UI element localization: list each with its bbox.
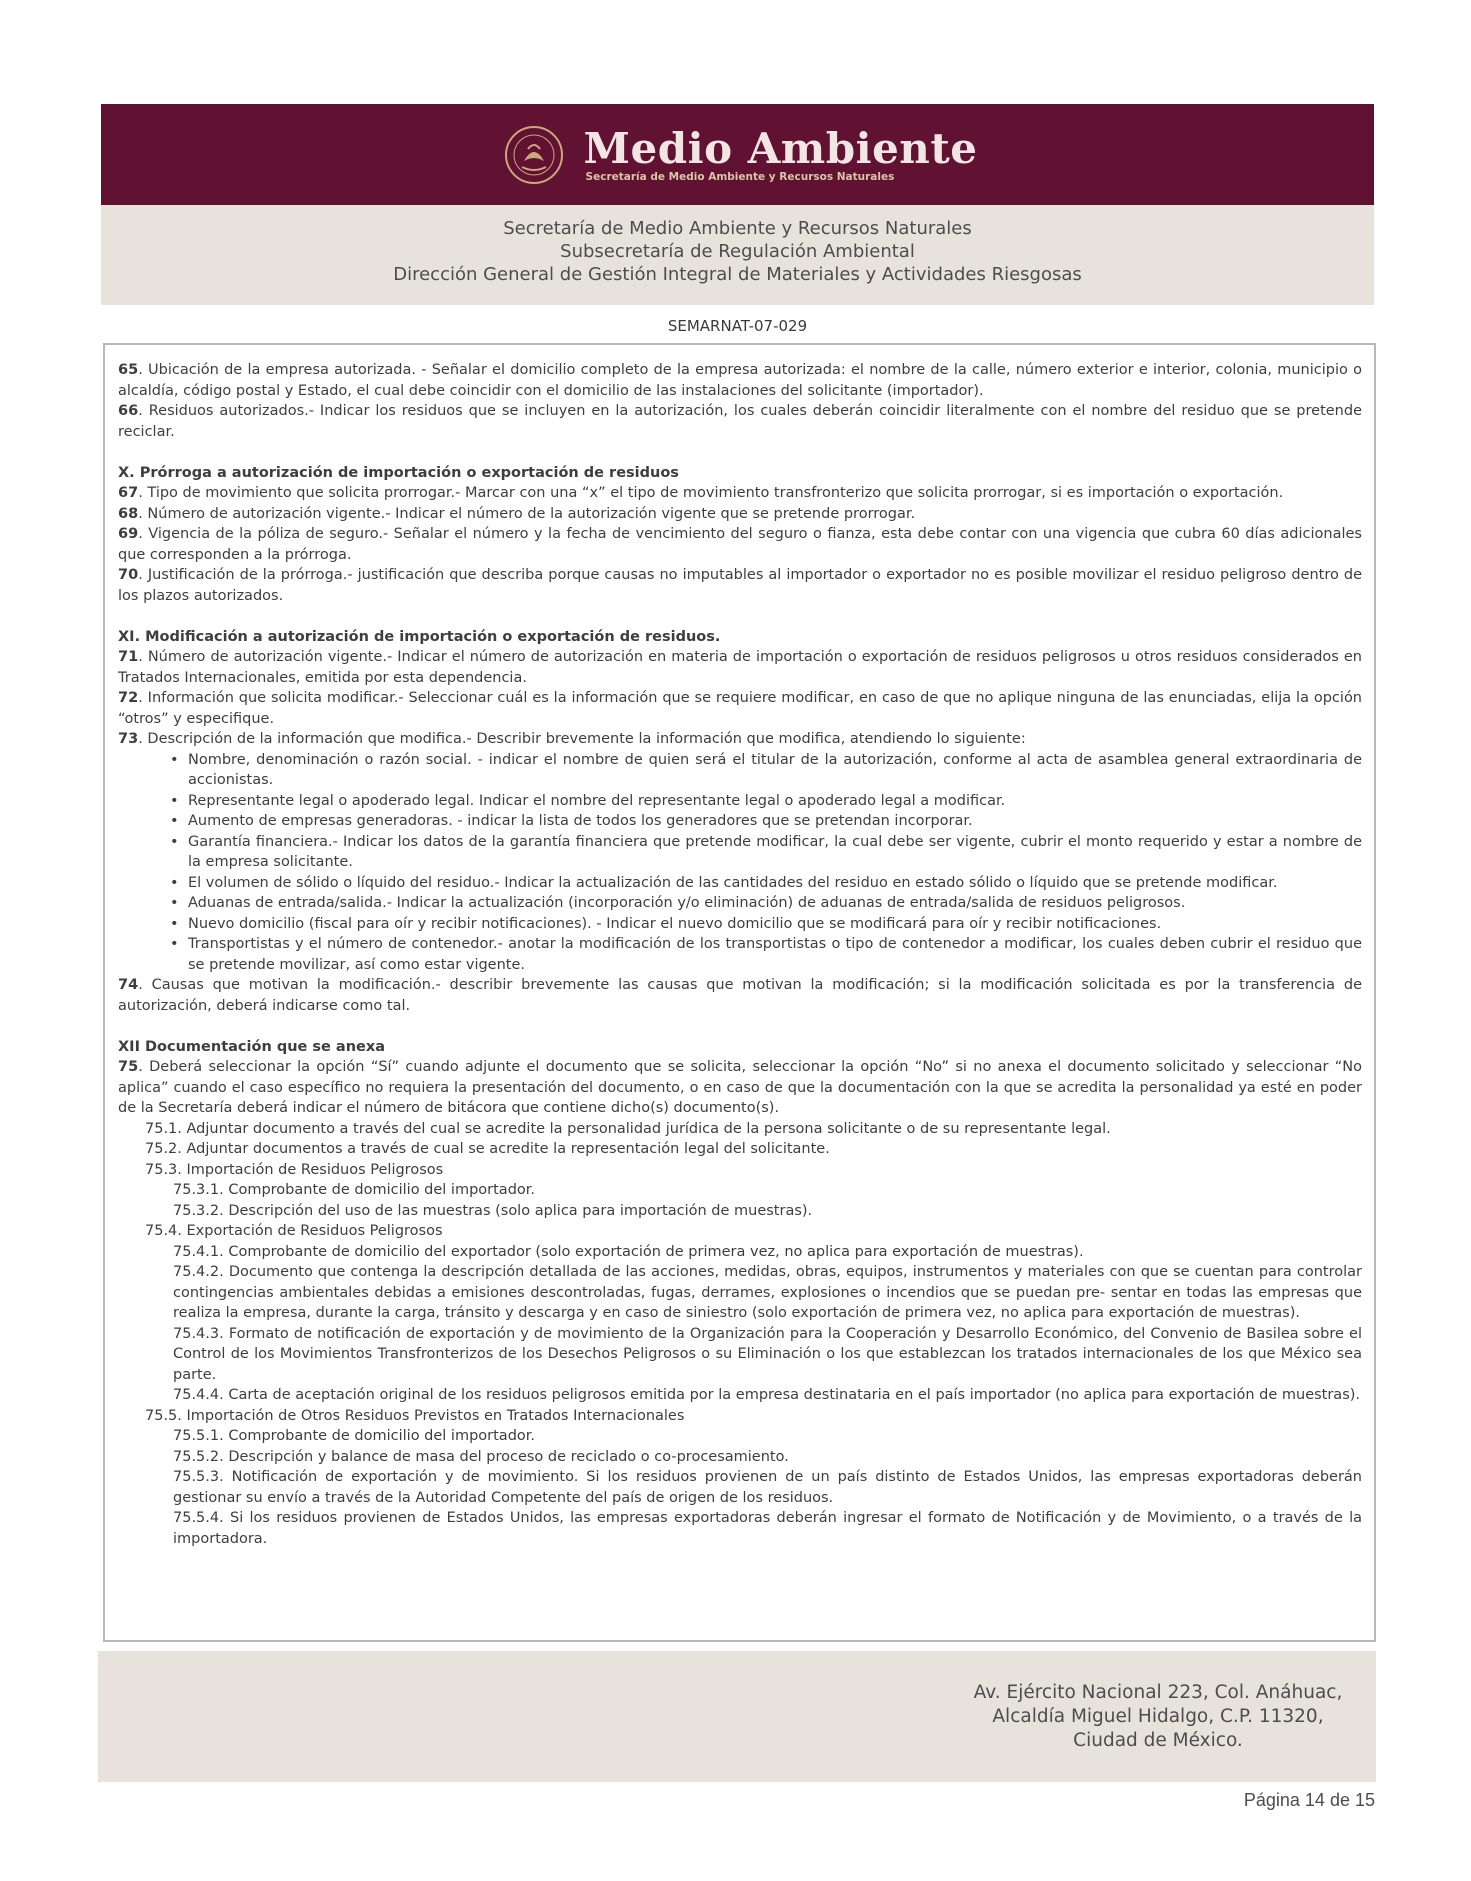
modification-bullet-list — [118, 750, 1362, 976]
item-72: 72. Información que solicita modificar.- Seleccionar cuál es la información que se requiere modificar, en caso de que no aplique ninguna de las enunciadas, elija la opción “otros” y especifique. — [118, 690, 1362, 727]
item-75: 75. Deberá seleccionar la opción “Sí” cuando adjunte el documento que se solicita, seleccionar la opción “No” si no anexa el documento solicitado y seleccionar “No aplica” cuando el caso específico no requiera la presentación del documento, o en caso de que la documentación con la que se acredita la personalidad ya esté en poder de la Secretaría deberá indicar el número de bitácora que contiene dicho(s) documento(s). — [118, 1059, 1362, 1116]
item-66: 66. Residuos autorizados.- Indicar los residuos que se incluyen en la autorización, los cuales deberán coincidir literalmente con el nombre del residuo que se pretende reciclar. — [118, 403, 1362, 440]
item-75-4-2: 75.4.2. Documento que contenga la descripción detallada de las acciones, medidas, obras, equipos, instrumentos y materiales con que se cuentan para controlar contingencias ambientales debidas a emisiones descontroladas, fugas, derrames, explosiones o incendios que se puedan pre- sentar en todas las empresas que realiza la empresa, durante la carga, tránsito y descarga y en caso de siniestro (solo exportación de primera vez, no aplica para exportación de muestras). — [173, 1264, 1362, 1321]
header-banner — [101, 104, 1374, 205]
item-75-1: 75.1. Adjuntar documento a través del cual se acredite la personalidad jurídica de la persona solicitante o de su representante legal. — [145, 1120, 1111, 1137]
brand-subtitle: Secretaría de Medio Ambiente y Recursos Naturales — [585, 170, 895, 183]
instructions-content — [103, 343, 1376, 1642]
list-item: • Nombre, denominación o razón social. - indicar el nombre de quien será el titular de la autorización, conforme al acta de asamblea general extraordinaria de accionistas. — [188, 750, 1362, 791]
item-75-5: 75.5. Importación de Otros Residuos Previstos en Tratados Internacionales — [145, 1407, 685, 1424]
item-75-3-2: 75.3.2. Descripción del uso de las muestras (solo aplica para importación de muestras). — [173, 1202, 813, 1219]
item-75-4-3: 75.4.3. Formato de notificación de exportación y de movimiento de la Organización para la Cooperación y Desarrollo Económico, del Convenio de Basilea sobre el Control de los Movimientos Transfronterizos de los Desechos Peligrosos o su Eliminación o los que establezcan los tratados internacionales de los que México sea parte. — [173, 1325, 1362, 1383]
address-line-3: Ciudad de México. — [1073, 1730, 1243, 1751]
institution-header — [101, 205, 1374, 305]
footer-address — [918, 1681, 1398, 1753]
brand-logo — [498, 123, 978, 187]
item-65: 65. Ubicación de la empresa autorizada. - Señalar el domicilio completo de la empresa autorizada: el nombre de la calle, número exterior e interior, colonia, municipio o alcaldía, código postal y Estado, el cual debe coincidir con el domicilio de las instalaciones del solicitante (importador). — [118, 362, 1362, 399]
item-69: 69. Vigencia de la póliza de seguro.- Señalar el número y la fecha de vencimiento del seguro o fianza, esta debe contar con una vigencia que cubra 60 días adicionales que corresponden a la prórroga. — [118, 526, 1362, 563]
header-line-secretaria: Secretaría de Medio Ambiente y Recursos Naturales — [503, 218, 972, 239]
item-68: 68. Número de autorización vigente.- Indicar el número de la autorización vigente que se pretende prorrogar. — [118, 505, 916, 522]
item-75-5-3: 75.5.3. Notificación de exportación y de movimiento. Si los residuos provienen de un país distinto de Estados Unidos, las empresas exportadoras deberán gestionar su envío a través de la Autoridad Competente del país de origen de los residuos. — [173, 1469, 1362, 1506]
item-75-4: 75.4. Exportación de Residuos Peligrosos — [145, 1223, 443, 1239]
form-code: SEMARNAT-07-029 — [667, 317, 808, 335]
section-title-x: X. Prórroga a autorización de importación o exportación de residuos — [118, 464, 679, 481]
item-74: 74. Causas que motivan la modificación.- describir brevemente las causas que motivan la modificación; si la modificación solicitada es por la transferencia de autorización, deberá indicarse como tal. — [118, 977, 1362, 1014]
item-75-5-1: 75.5.1. Comprobante de domicilio del importador. — [173, 1428, 536, 1444]
address-line-2: Alcaldía Miguel Hidalgo, C.P. 11320, — [992, 1706, 1324, 1727]
page-number: Página 14 de 15 — [1243, 1790, 1375, 1810]
section-title-xii: XII Documentación que se anexa — [118, 1038, 385, 1055]
item-67: 67. Tipo de movimiento que solicita prorrogar.- Marcar con una “x” el tipo de movimiento transfronterizo que solicita prorrogar, si es importación o exportación. — [118, 485, 1284, 501]
list-item: • Aduanas de entrada/salida.- Indicar la actualización (incorporación y/o eliminación) de aduanas de entrada/salida de residuos peligrosos. — [188, 893, 1362, 914]
item-75-5-4: 75.5.4. Si los residuos provienen de Estados Unidos, las empresas exportadoras deberán ingresar el formato de Notificación y de Movimiento, o a través de la importadora. — [173, 1510, 1362, 1547]
header-line-subsecretaria: Subsecretaría de Regulación Ambiental — [560, 241, 915, 262]
item-73: 73. Descripción de la información que modifica.- Describir brevemente la información que modifica, atendiendo lo siguiente: — [118, 731, 1026, 747]
item-75-4-4: 75.4.4. Carta de aceptación original de los residuos peligrosos emitida por la empresa destinataria en el país importador (no aplica para exportación de muestras). — [173, 1387, 1361, 1403]
brand-name: Medio Ambiente — [583, 123, 978, 173]
item-71: 71. Número de autorización vigente.- Indicar el número de autorización en materia de importación o exportación de residuos peligrosos u otros residuos considerados en Tratados Internacionales, emitida por esta dependencia. — [118, 649, 1362, 686]
item-75-3: 75.3. Importación de Residuos Peligrosos — [145, 1161, 444, 1178]
item-75-3-1: 75.3.1. Comprobante de domicilio del importador. — [173, 1182, 536, 1198]
item-75-4-1: 75.4.1. Comprobante de domicilio del exportador (solo exportación de primera vez, no aplica para exportación de muestras). — [173, 1243, 1084, 1260]
list-item: • Aumento de empresas generadoras. - indicar la lista de todos los generadores que se pretendan incorporar. — [188, 811, 1362, 832]
list-item: • Garantía financiera.- Indicar los datos de la garantía financiera que pretende modificar, la cual debe ser vigente, cubrir el monto requerido y estar a nombre de la empresa solicitante. — [188, 832, 1362, 873]
list-item: • Nuevo domicilio (fiscal para oír y recibir notificaciones). - Indicar el nuevo domicilio que se modificará para oír y recibir notificaciones. — [188, 914, 1362, 935]
list-item: • El volumen de sólido o líquido del residuo.- Indicar la actualización de las cantidades del residuo en estado sólido o líquido que se pretende modificar. — [188, 873, 1362, 894]
item-75-2: 75.2. Adjuntar documentos a través de cual se acredite la representación legal del solicitante. — [145, 1141, 830, 1157]
address-line-1: Av. Ejército Nacional 223, Col. Anáhuac, — [973, 1682, 1343, 1703]
item-70: 70. Justificación de la prórroga.- justificación que describa porque causas no imputables al importador o exportador no es posible movilizar el residuo peligroso dentro de los plazos autorizados. — [118, 567, 1362, 604]
section-title-xi: XI. Modificación a autorización de importación o exportación de residuos. — [118, 628, 721, 645]
list-item: • Representante legal o apoderado legal. Indicar el nombre del representante legal o apoderado legal a modificar. — [188, 791, 1362, 812]
header-line-direccion: Dirección General de Gestión Integral de Materiales y Actividades Riesgosas — [393, 264, 1082, 285]
footer — [98, 1651, 1376, 1782]
national-seal-icon — [498, 123, 570, 187]
list-item: • Transportistas y el número de contenedor.- anotar la modificación de los transportistas o tipo de contenedor a modificar, los cuales deben cubrir el residuo que se pretende movilizar, así como estar vigente. — [188, 934, 1362, 975]
item-75-5-2: 75.5.2. Descripción y balance de masa del proceso de reciclado o co-procesamiento. — [173, 1448, 789, 1465]
